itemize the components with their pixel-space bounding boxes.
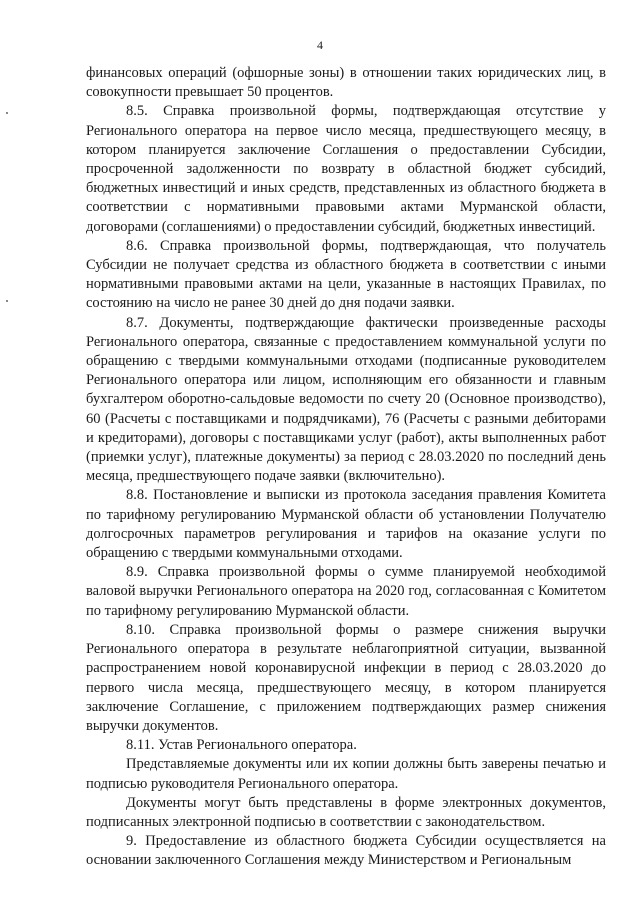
document-body [86, 64, 606, 871]
paragraph-9: 9. Предоставление из областного бюджета Субсидии осуществляется на основании заключенного Соглашения между Министерством и Региональным [86, 833, 606, 869]
paragraph-8-7: 8.7. Документы, подтверждающие фактически произведенные расходы Регионального оператора, связанные с предоставлением коммунальной услуги по обращению с твердыми коммунальными отходами (подписанные руководителем Регионального оператора или лицом, исполняющим его обязанности и главным бухгалтером оборотно-сальдовые ведомости по счету 20 (Основное производство), 60 (Расчеты с поставщиками и подрядчиками), 76 (Расчеты с разными дебиторами и кредиторами), договоры с поставщиками услуг (работ), акты выполненных работ (приемки услуг), платежные документы) за период с 28.03.2020 по последний день месяца, предшествующего подаче заявки (включительно). [86, 314, 606, 485]
paragraph-8-11: 8.11. Устав Регионального оператора. [126, 737, 357, 754]
paragraph-8-5: 8.5. Справка произвольной формы, подтверждающая отсутствие у Регионального оператора на первое число месяца, предшествующего месяцу, в котором планируется заключение Соглашения о предоставлении Субсидии, просроченной задолженности по возврату в областной бюджет субсидий, бюджетных инвестиций и иных средств, представленных из областного бюджета в соответствии с нормативными правовыми актами Мурманской области, договорами (соглашениями) о предоставлении субсидий, бюджетных инвестиций. [86, 103, 606, 235]
paragraph-8-8: 8.8. Постановление и выписки из протокола заседания правления Комитета по тарифному регулированию Мурманской области об установлении Получателю долгосрочных параметров регулирования и тарифов на оказание услуги по обращению с твердыми коммунальными отходами. [86, 487, 606, 562]
paragraph-8-9: 8.9. Справка произвольной формы о сумме планируемой необходимой валовой выручки Регионального оператора на 2020 год, согласованная с Комитетом по тарифному регулированию Мурманской области. [86, 564, 606, 619]
paragraph-electronic-documents: Документы могут быть представлены в форме электронных документов, подписанных электронной подписью в соответствии с законодательством. [86, 794, 606, 830]
margin-mark [6, 112, 8, 114]
margin-mark [6, 300, 8, 302]
paragraph-continuation: финансовых операций (офшорные зоны) в отношении таких юридических лиц, в совокупности превышает 50 процентов. [86, 65, 606, 101]
paragraph-8-6: 8.6. Справка произвольной формы, подтверждающая, что получатель Субсидии не получает средства из областного бюджета в соответствии с иными нормативными правовыми актами на цели, указанные в настоящих Правилах, по состоянию на число не ранее 30 дней до дня подачи заявки. [86, 237, 606, 312]
paragraph-8-10: 8.10. Справка произвольной формы о размере снижения выручки Регионального оператора в результате неблагоприятной ситуации, вызванной распространением новой коронавирусной инфекции в период с 28.03.2020 до первого числа месяца, предшествующего месяцу, в котором планируется заключение Соглашение, с приложением подтверждающих размер снижения выручки документов. [86, 621, 606, 734]
paragraph-copies-certification: Представляемые документы или их копии должны быть заверены печатью и подписью руководителя Регионального оператора. [86, 756, 606, 792]
page-number: 4 [317, 38, 323, 52]
